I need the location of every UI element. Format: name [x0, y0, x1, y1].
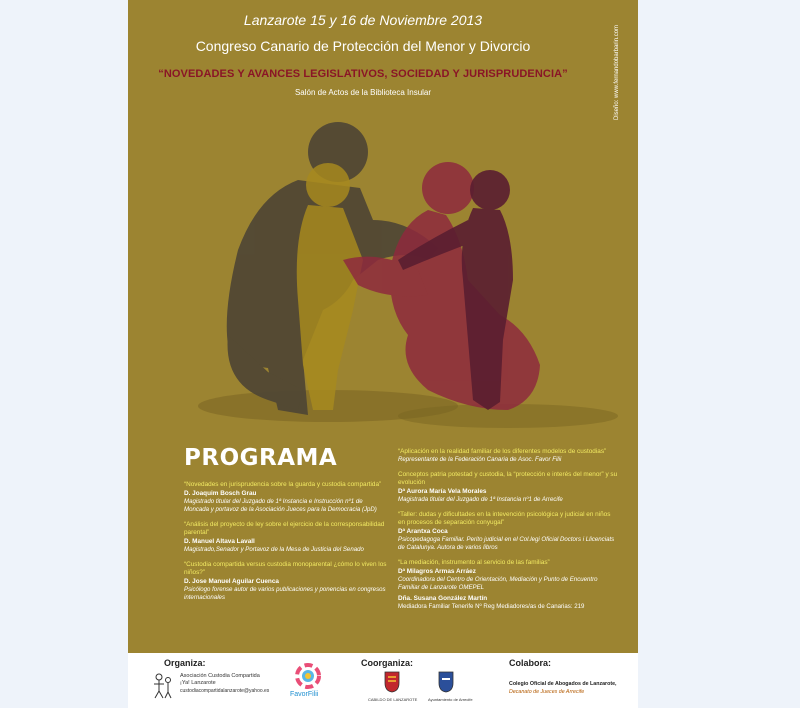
- program-item: [398, 471, 618, 504]
- design-credit: Diseño: www.fernandobarbarin.com: [614, 24, 620, 120]
- talk-title: “Análisis del proyecto de ley sobre el ejercicio de la corresponsabilidad parental”: [184, 521, 385, 536]
- cabildo-shield-icon: [384, 671, 400, 693]
- talk-title: Conceptos patria potestad y custodia, la “protección e interés del menor” y su evolución: [398, 471, 618, 486]
- colabora-label: Colabora:: [509, 658, 552, 668]
- speaker-name: Dª Aurora María Vela Morales: [398, 488, 487, 495]
- speaker-name: Dña. Susana González Martín: [398, 595, 488, 602]
- speaker-name: D. Manuel Altava Lavall: [184, 538, 255, 545]
- coorganiza-label: Coorganiza:: [361, 658, 414, 668]
- talk-title: “Aplicación en la realidad familiar de los diferentes modelos de custodias”: [398, 448, 607, 455]
- family-illustration: [128, 110, 638, 440]
- program-item: [398, 511, 618, 552]
- speaker-name: Dª Milagros Armas Arráez: [398, 568, 476, 575]
- organiza-email: custodiacompartidalanzarote@yahoo.es: [180, 688, 270, 694]
- speaker-description: Mediadora Familiar Tenerife Nº Reg Mediadores/as de Canarias: 219: [398, 603, 585, 610]
- program-item: [398, 559, 618, 592]
- cabildo-label: CABILDO DE LANZAROTE: [368, 697, 418, 702]
- speaker-name: D. Joaquim Bosch Grau: [184, 490, 257, 497]
- program-item: [398, 448, 618, 464]
- speaker-description: Psicopedagoga Familiar. Perito judicial en el Col.legi Oficial Doctors i Llicenciats de Catalunya. Autora de varios libros: [398, 536, 615, 551]
- favorfilii-label: FavorFilii: [290, 691, 319, 698]
- sponsors-footer: [128, 653, 638, 708]
- speaker-description: Representante de la Federación Canaria de Asoc. Favor Filii: [398, 456, 562, 463]
- speaker-name: D. Jose Manuel Aguilar Cuenca: [184, 578, 279, 585]
- colegio-abogados: Colegio Oficial de Abogados de Lanzarote,: [509, 681, 617, 687]
- talk-title: “Novedades en jurisprudencia sobre la guarda y custodia compartida”: [184, 481, 382, 488]
- program-right-column: [398, 448, 618, 618]
- speaker-description: Magistrado,Senador y Portavoz de la Mesa de Justicia del Senado: [184, 546, 364, 553]
- program-item: [184, 561, 389, 602]
- program-item: [398, 595, 618, 611]
- venue: Salón de Actos de la Biblioteca Insular: [294, 88, 432, 97]
- organiza-org: Asociación Custodia Compartida ¡Ya! Lanzarote: [180, 673, 260, 686]
- poster: [128, 0, 638, 653]
- talk-title: “Taller: dudas y dificultades en la intevención psicológica y judicial en niños en procesos de separación conyugal”: [398, 511, 611, 526]
- program-item: [184, 481, 389, 514]
- program-left-column: [184, 481, 389, 609]
- ayuntamiento-shield-icon: [438, 671, 454, 693]
- program-item: [184, 521, 389, 554]
- speaker-description: Psicólogo forense autor de varios publicaciones y ponencias en congresos internacionales: [184, 586, 386, 601]
- talk-title: “La mediación, instrumento al servicio de las familias”: [398, 559, 550, 566]
- congress-title: Congreso Canario de Protección del Menor y Divorcio: [195, 38, 531, 54]
- organiza-label: Organiza:: [164, 658, 206, 668]
- talk-title: “Custodia compartida versus custodia monoparental ¿cómo lo viven los niños?”: [184, 561, 387, 576]
- favorfilii-logo-icon: [293, 661, 323, 691]
- programa-title: PROGRAMA: [184, 445, 338, 471]
- ayuntamiento-label: Ayuntamiento de Arrecife: [428, 697, 473, 702]
- congress-theme: “NOVEDADES Y AVANCES LEGISLATIVOS, SOCIEDAD Y JURISPRUDENCIA”: [158, 68, 568, 80]
- speaker-name: Dª Arantxa Coca: [398, 528, 448, 535]
- decanato-jueces: Decanato de Jueces de Arrecife: [509, 689, 585, 695]
- speaker-description: Magistrado titular del Juzgado de 1ª Instancia e Instrucción nº1 de Moncada y portavoz de la Asociación Jueces para la Democracia (JpD): [184, 498, 377, 513]
- speaker-description: Coordinadora del Centro de Orientación, Mediación y Punto de Encuentro Familiar de Lanzarote OMEPEL: [398, 576, 598, 591]
- family-logo-icon: [150, 671, 176, 699]
- event-date: Lanzarote 15 y 16 de Noviembre 2013: [243, 12, 483, 28]
- speaker-description: Magistrada titular del Juzgado de 1ª Instancia nº1 de Arrecife: [398, 496, 563, 503]
